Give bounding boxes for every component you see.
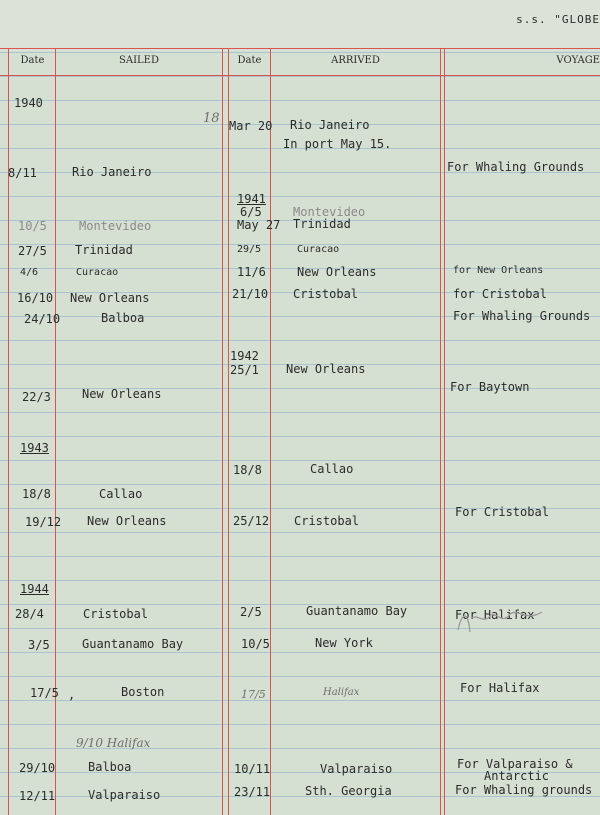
sailed-date: 24/10 <box>24 312 61 326</box>
sailed-date: 17/5 <box>30 686 59 700</box>
column-rule-4b <box>444 48 445 815</box>
arrived-date: 29/5 <box>237 244 262 255</box>
sailed-date: 16/10 <box>17 291 54 305</box>
voyage: For Cristobal <box>455 505 549 519</box>
arrived-note: In port May 15. <box>283 137 392 151</box>
arrived-place: Callao <box>310 462 354 476</box>
column-rule-2 <box>222 48 223 815</box>
sailed-place: Callao <box>99 487 143 501</box>
arrived-date: 2/5 <box>240 605 262 619</box>
handwritten-note: 9/10 Halifax <box>76 736 151 750</box>
year-1940: 1940 <box>14 96 43 110</box>
voyage: for New Orleans <box>453 265 544 276</box>
arrived-place: New Orleans <box>297 265 377 279</box>
arrived-place: Rio Janeiro <box>290 118 370 132</box>
sailed-date: 8/11 <box>8 166 37 180</box>
arrived-date: 6/5 <box>240 205 262 219</box>
header-arrived: ARRIVED <box>331 55 380 66</box>
sailed-place: New Orleans <box>87 514 167 528</box>
sailed-date: 29/10 <box>19 761 56 775</box>
sailed-place: Balboa <box>101 311 145 325</box>
sailed-place: Valparaiso <box>88 788 161 802</box>
voyage-continued: Antarctic <box>484 769 550 783</box>
arrived-place: New York <box>315 636 373 650</box>
header-date-sailed: Date <box>20 55 45 66</box>
sailed-place: Curacao <box>76 267 119 278</box>
sailed-date: 27/5 <box>18 244 47 258</box>
arrived-place: Sth. Georgia <box>305 784 392 798</box>
header-top-rule <box>0 48 600 49</box>
arrived-date: 21/10 <box>232 287 269 301</box>
margin-line <box>8 48 9 815</box>
sailed-date: 10/5 <box>18 219 47 233</box>
arrived-place: New Orleans <box>286 362 366 376</box>
arrived-date: Mar 20 <box>229 119 273 133</box>
header-sailed: SAILED <box>119 55 159 66</box>
hand-mark: 18 <box>203 111 220 126</box>
sailed-date: 19/12 <box>25 515 62 529</box>
arrived-place: Valparaiso <box>320 762 393 776</box>
arrived-date: 23/11 <box>234 785 271 799</box>
year-1944: 1944 <box>20 582 49 596</box>
voyage: For Whaling Grounds <box>453 309 591 323</box>
vessel-name: s.s. "GLOBE <box>516 13 600 26</box>
column-rule-4 <box>440 48 441 815</box>
column-rule-3 <box>270 48 271 815</box>
year-1941: 1941 <box>237 192 266 206</box>
header-date-arrived: Date <box>237 55 262 66</box>
sailed-date: 18/8 <box>22 487 51 501</box>
sailed-date: 22/3 <box>22 390 51 404</box>
header-band <box>0 0 600 50</box>
arrived-place: Cristobal <box>294 514 360 528</box>
sailed-place: Trinidad <box>75 243 133 257</box>
voyage: For Halifax <box>460 681 540 695</box>
sailed-date: 4/6 <box>20 267 39 278</box>
sailed-place: Boston <box>121 685 165 699</box>
arrived-date: 18/8 <box>233 463 262 477</box>
sailed-place: Montevideo <box>79 219 152 233</box>
column-rule-2b <box>228 48 229 815</box>
voyage: For Baytown <box>450 380 530 394</box>
sailed-place: New Orleans <box>82 387 162 401</box>
arrived-place-handwritten: Halifax <box>323 687 360 698</box>
arrived-date: 10/5 <box>241 637 270 651</box>
sailed-place: Balboa <box>88 760 132 774</box>
arrived-date: 10/11 <box>234 762 271 776</box>
sailed-place: Cristobal <box>83 607 149 621</box>
sailed-comma: , <box>68 688 76 702</box>
sailed-place: Rio Janeiro <box>72 165 152 179</box>
voyage: For Whaling grounds <box>455 783 593 797</box>
arrived-place: Curacao <box>297 244 340 255</box>
sailed-date: 3/5 <box>28 638 50 652</box>
sailed-date: 28/4 <box>15 607 44 621</box>
arrived-date: 25/1 <box>230 363 259 377</box>
sailed-place: New Orleans <box>70 291 150 305</box>
header-bottom-rule <box>0 75 600 76</box>
sailed-date: 12/11 <box>19 789 56 803</box>
sailed-place: Guantanamo Bay <box>82 637 184 651</box>
arrived-date: May 27 <box>237 218 281 232</box>
voyage: For Whaling Grounds <box>447 160 585 174</box>
year-1943: 1943 <box>20 441 49 455</box>
arrived-place: Guantanamo Bay <box>306 604 408 618</box>
arrived-date: 11/6 <box>237 265 266 279</box>
voyage: For Valparaiso & <box>457 757 573 771</box>
voyage: for Cristobal <box>453 287 547 301</box>
arrived-place: Montevideo <box>293 205 366 219</box>
header-voyage: VOYAGE <box>556 55 600 66</box>
arrived-place: Cristobal <box>293 287 359 301</box>
arrived-date-handwritten: 17/5 <box>241 688 266 701</box>
year-1942: 1942 <box>230 349 259 363</box>
handwritten-scribble <box>452 602 552 642</box>
voyage: For Halifax <box>455 608 535 622</box>
arrived-date: 25/12 <box>233 514 270 528</box>
arrived-place: Trinidad <box>293 217 351 231</box>
